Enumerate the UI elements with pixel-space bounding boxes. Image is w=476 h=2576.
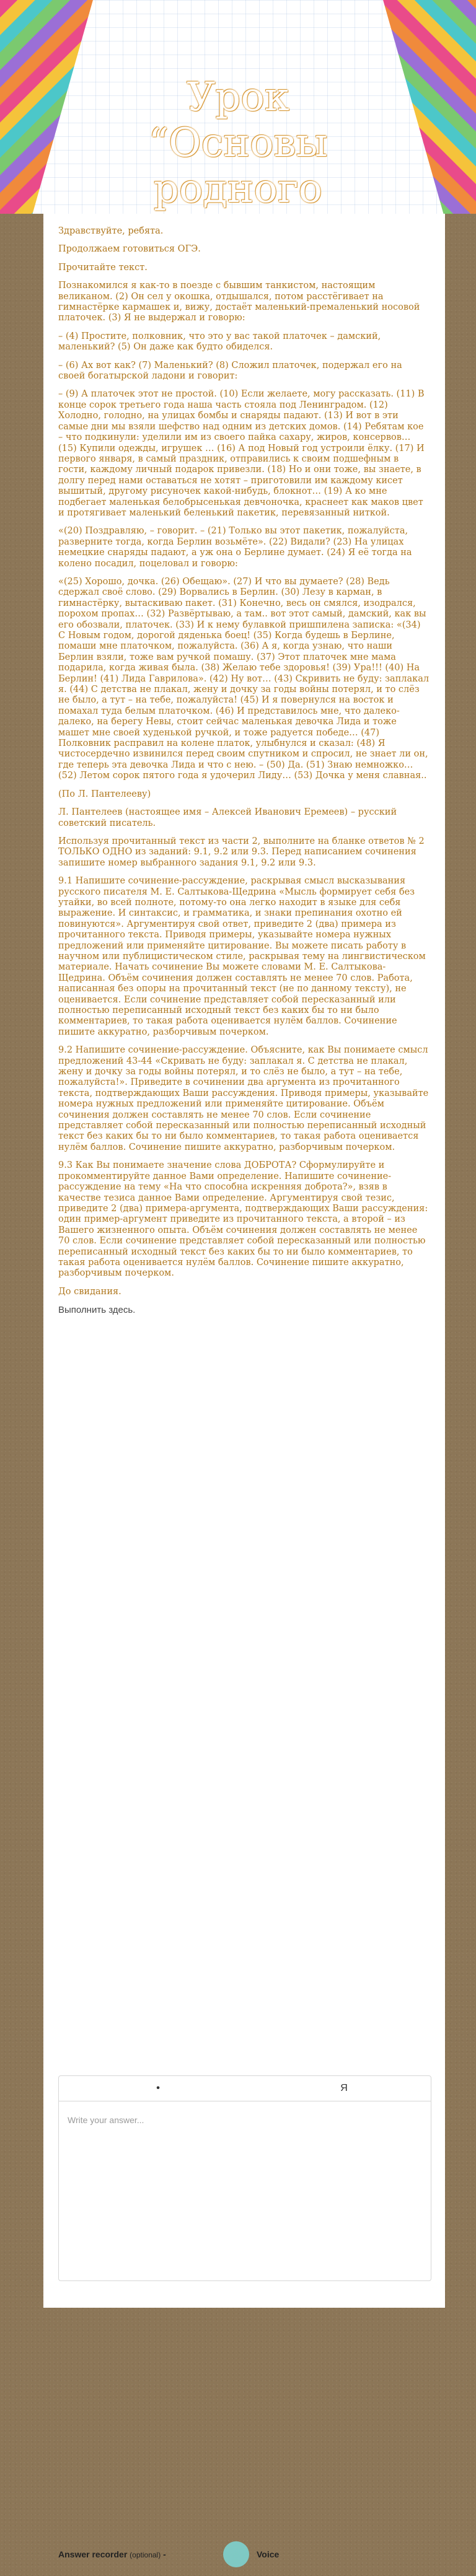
- farewell: До свидания.: [58, 1286, 121, 1297]
- recorder-dash: -: [163, 2549, 166, 2559]
- intro-line-2: Прочитайте текст.: [58, 262, 148, 273]
- text-paragraph: – (9) А платочек этот не простой. (10) Если желаете, могу рассказать. (11) В конце сорок третьего года наша часть стояла под Ленинградом. (12) Холодно, голодно, на улицах бомбы и снаряды падают. (13) И вот в эти самые дни мы взяли шефство над одним из детских домов. (14) Ребятам кое – что подкинули: уделили им из своего пайка сахару, жиров, консервов… (15) Купили одежды, игрушек … (16) А под Новый год устроили ёлку. (17) И первого января, в самый праздник, отправились к своим подшефным в гости, каждому личный подарок привезли. (18) Но и они тоже, вы знаете, в долгу перед нами оставаться не хотят – приготовили им каждому кисет вышитый, другому рисуночек какой-нибудь, блокнот… (19) А ко мне подбегает маленькая белобрысенькая девчоночка, краснеет как маков цвет и протягивает маленький беленький пакетик, перевязанный ниткой.: [58, 389, 425, 518]
- recorder-label-text: Answer recorder: [58, 2549, 128, 2559]
- chevron-pattern-right: [383, 0, 476, 214]
- author-note: Л. Пантелеев (настоящее имя – Алексей Иванович Еремеев) – русский советский писатель.: [58, 807, 397, 828]
- text-paragraph: – (6) Ах вот как? (7) Маленький? (8) Сложил платочек, подержал его на своей богатырской ладони и говорит:: [58, 360, 402, 382]
- text-signature: (По Л. Пантелееву): [58, 789, 151, 799]
- chevron-pattern-left: [0, 0, 93, 214]
- header-banner: [0, 0, 476, 214]
- text-paragraph: – (4) Простите, полковник, что это у вас такой платочек – дамский, маленький? (5) Он даже как будто обиделся.: [58, 331, 381, 353]
- answer-input[interactable]: Write your answer...: [68, 2115, 144, 2125]
- recorder-optional: (optional): [130, 2551, 161, 2559]
- editor-toolbar: [59, 2076, 431, 2101]
- text-paragraph: «(20) Поздравляю, – говорит. – (21) Только вы этот пакетик, пожалуйста, разверните тогда, когда Берлин возьмёте». (22) Видали? (23) На улицах немецкие снаряды падают, а уж она о Берлине думает. (24) Я её тогда на колено посадил, поцеловал и говорю:: [58, 526, 412, 569]
- task-9-1: 9.1 Напишите сочинение-рассуждение, раскрывая смысл высказывания русского писателя М. Е. Салтыкова-Щедрина «Мысль формирует себя без утайки, во всей полноте, потому-то она легко находит в языке для себя выражение. И синтаксис, и грамматика, и знаки препинания охотно ей повинуются». Аргументируя свой ответ, приведите 2 (два) примера из прочитанного текста. Приводя примеры, указывайте номера нужных предложений или применяйте цитирование. Вы можете писать работу в научном или публицистическом стиле, раскрывая тему на лингвистическом материале. Начать сочинение Вы можете словами М. Е. Салтыкова-Щедрина. Объём сочинения должен составлять не менее 70 слов. Работа, написанная без опоры на прочитанный текст (не по данному тексту), не оценивается. Если сочинение представляет собой пересказанный или полностью переписанный исходный текст без каких бы то ни было комментариев, то такая работа оценивается нулём баллов. Сочинение пишите аккуратно, разборчивым почерком.: [58, 876, 426, 1037]
- task-9-3: 9.3 Как Вы понимаете значение слова ДОБРОТА? Сформулируйте и прокомментируйте данное Вами определение. Напишите сочинение-рассуждение на тему «На что способна искренняя доброта?», взяв в качестве тезиса данное Вами определение. Аргументируя свой тезис, приведите 2 (два) примера-аргумента, подтверждающих Ваши рассуждения: один пример-аргумент приведите из прочитанного текста, а второй – из Вашего жизненного опыта. Объём сочинения должен составлять не менее 70 слов. Если сочинение представляет собой пересказанный или полностью переписанный исходный текст без каких бы то ни было комментариев, то такая работа оценивается нулём баллов. Сочинение пишите аккуратно, разборчивым почерком.: [58, 1160, 428, 1279]
- task-9-2: 9.2 Напишите сочинение-рассуждение. Объясните, как Вы понимаете смысл предложений 43-44 «Скривать не буду: заплакал я. С детства не плакал, жену и дочку за годы войны потерял, и то слёз не было, а тут – на тебе, пожалуйста!». Приведите в сочинении два аргумента из прочитанного текста, подтверждающих Ваши рассуждения. Приводя примеры, указывайте номера нужных предложений или применяйте цитирование. Объём сочинения должен составлять не менее 70 слов. Если сочинение представляет собой пересказанный или полностью переписанный исходный текст без каких бы то ни было комментариев, то такая работа оценивается нулём баллов. Сочинение пишите аккуратно, разборчивым почерком.: [58, 1045, 429, 1152]
- lesson-sheet: [43, 214, 445, 2559]
- task-intro: Используя прочитанный текст из части 2, выполните на бланке ответов № 2 ТОЛЬКО ОДНО из заданий: 9.1, 9.2 или 9.3. Перед написанием сочинения запишите номер выбранного задания 9.1, 9.2 или 9.3.: [58, 836, 425, 868]
- record-voice-button[interactable]: [223, 2541, 249, 2567]
- text-format-button[interactable]: Я: [340, 2083, 348, 2093]
- answer-recorder: [43, 2539, 445, 2576]
- text-paragraph: Познакомился я как-то в поезде с бывшим танкистом, настоящим великаном. (2) Он сел у окошка, отдышался, потом расстёгивает на гимнастёрке кармашек и, вижу, достаёт маленький-премаленький носовой платочек. (3) Я не выдержал и говорю:: [58, 281, 420, 323]
- voice-label: Voice: [257, 2549, 280, 2559]
- page-title: Урок “Основы родного: [148, 74, 328, 212]
- answer-editor: [58, 2075, 431, 2281]
- intro-line-1: Продолжаем готовиться ОГЭ.: [58, 244, 201, 255]
- recorder-label: [58, 2549, 166, 2559]
- text-paragraph: «(25) Хорошо, дочка. (26) Обещаю». (27) И что вы думаете? (28) Ведь сдержал своё слово. (29) Ворвались в Берлин. (30) Лезу в карман, в гимнастёрку, вытаскиваю пакет. (31) Конечно, весь он смялся, изодрался, порохом пропах… (32) Развёртываю, а там.. вот этот самый, дамский, как вы его обозвали, платочек. (33) И к нему булавкой пришпилена записка: «(34) С Новым годом, дорогой дяденька боец! (35) Когда будешь в Берлине, помаши мне платочком, пожалуйста. (36) А я, когда узнаю, что наши Берлин взяли, тоже вам ручкой помашу. (37) Этот платочек мне мама подарила, когда живая была. (38) Желаю тебе здоровья! (39) Ура!!! (40) На Берлин! (41) Лида Гаврилова». (42) Ну вот… (43) Скривить не буду: заплакал я. (44) С детства не плакал, жену и дочку за годы войны потерял, и то слёз не было, а тут – на тебе, пожалуйста! (45) И я повернулся на восток и помахал туда белым платочком. (46) И представилось мне, что далеко-далеко, на берегу Невы, стоит сейчас маленькая девочка Лида и тоже машет мне своей худенькой ручкой, и тоже радуется победе… (47) Полковник расправил на колене платок, улыбнулся и сказал: (48) Я чистосердечно извинился перед своим спутником и спросил, не знает ли он, где теперь эта девочка Лида и что с нею. – (50) Да. (51) Знаю немножко… (52) Летом сорок пятого года я удочерил Лиду… (53) Дочка у меня славная..: [58, 576, 430, 781]
- answer-label: Выполнить здесь.: [58, 1305, 136, 1316]
- bullet-list-button[interactable]: •: [156, 2083, 160, 2093]
- greeting: Здравствуйте, ребята.: [58, 226, 164, 236]
- lesson-content: [43, 214, 445, 1297]
